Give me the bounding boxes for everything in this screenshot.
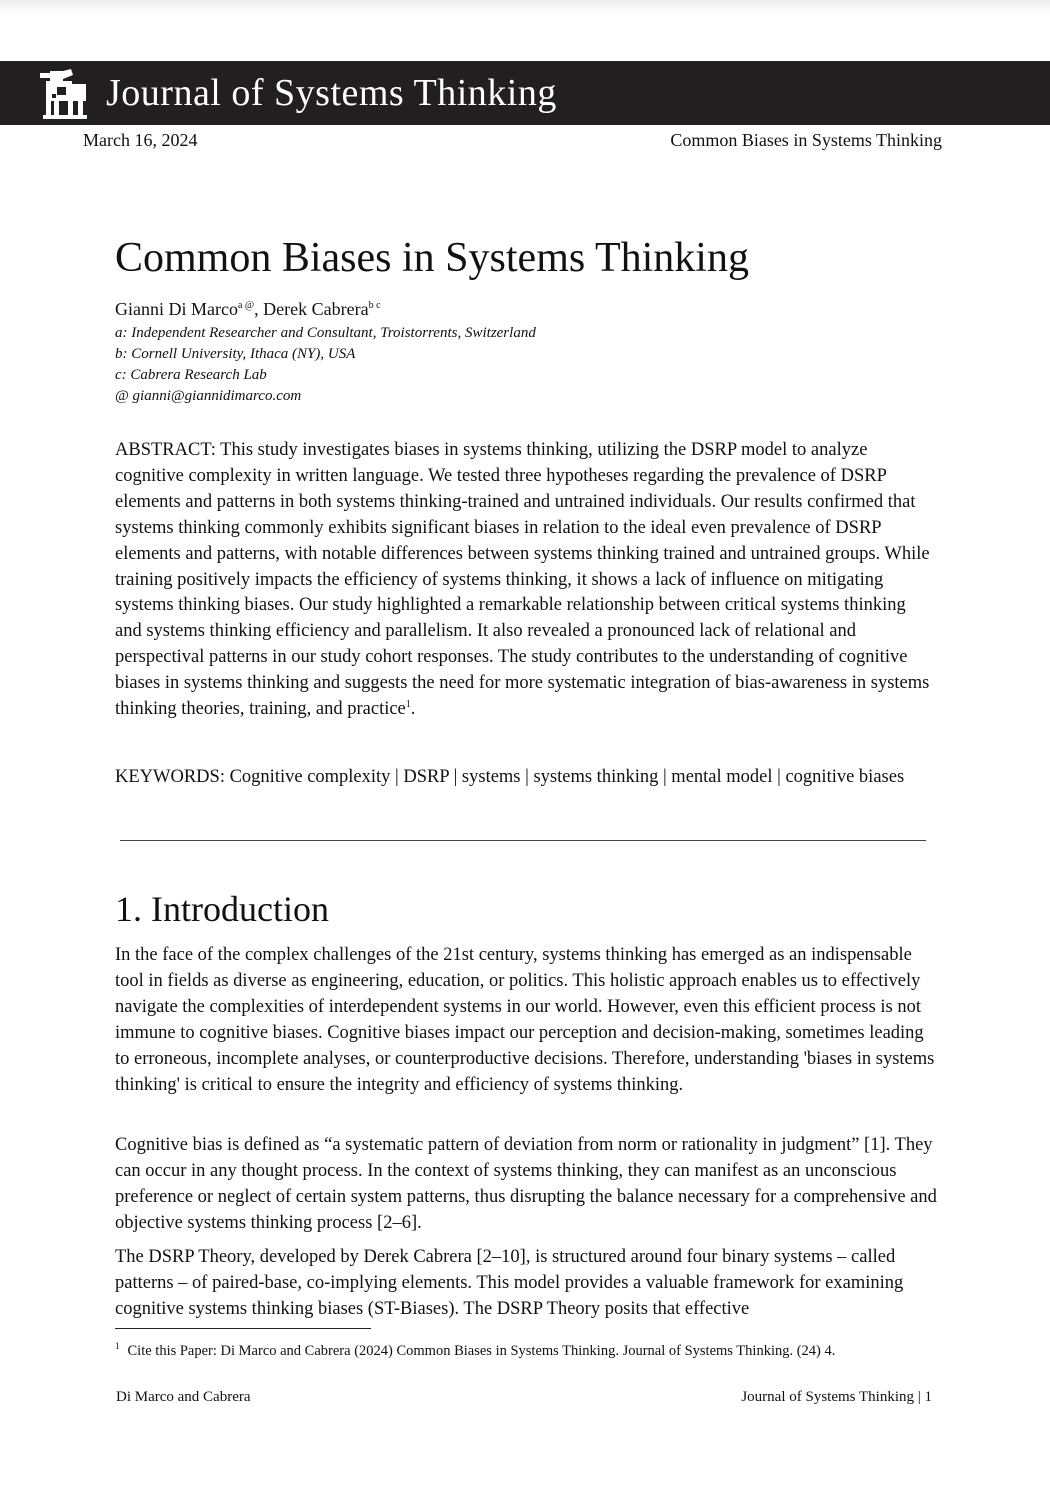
abstract-text: ABSTRACT: This study investigates biases in systems thinking, utilizing the DSRP model to analyze cognitive complexity in written language. We tested three hypotheses regarding the prevalence of DSRP elements and patterns in both systems thinking-trained and untrained individuals. Our results confirmed that systems thinking commonly exhibits significant biases in relation to the ideal even prevalence of DSRP elements and patterns, with notable differences between systems thinking trained and untrained groups. While training positively impacts the efficiency of systems thinking, it shows a lack of influence on mitigating systems thinking biases. Our study highlighted a remarkable relationship between critical systems thinking and systems thinking efficiency and parallelism. It also revealed a pronounced lack of relational and perspectival patterns in our study cohort responses. The study contributes to the understanding of cognitive biases in systems thinking and suggests the need for more systematic integration of bias-awareness in systems thinking theories, training, and practice xyxy=(115,440,930,720)
affiliations xyxy=(115,323,935,407)
intro-paragraph-2: Cognitive bias is defined as “a systematic pattern of deviation from norm or rationality in judgment” [1]. They can occur in any thought process. In the context of systems thinking, they can manifest as an unconscious preference or neglect of certain system patterns, thus disrupting the balance necessary for a comprehensive and objective systems thinking process [2–6]. xyxy=(115,1135,937,1233)
intro-paragraph-1: In the face of the complex challenges of the 21st century, systems thinking has emerged as an indispensable tool in fields as diverse as engineering, education, or politics. This holistic approach enables us to effectively navigate the complexities of interdependent systems in our world. However, even this efficient process is not immune to cognitive biases. Cognitive biases impact our perception and decision-making, sometimes leading to erroneous, incomplete analyses, or counterproductive decisions. Therefore, understanding 'biases in systems thinking' is critical to ensure the integrity and efficiency of systems thinking. xyxy=(115,945,935,1095)
abstract xyxy=(115,438,937,723)
affiliation-line: b: Cornell University, Ithaca (NY), USA xyxy=(115,346,356,362)
author-separator: , xyxy=(254,299,264,319)
author-marks: a @ xyxy=(237,300,255,311)
footnote xyxy=(115,1341,935,1361)
journal-title: Journal of Systems Thinking xyxy=(106,72,557,114)
contact-email: @ gianni@giannidimarco.com xyxy=(115,388,302,404)
footer-page-number: Journal of Systems Thinking | 1 xyxy=(741,1389,932,1405)
footnote-ref[interactable]: 1 xyxy=(405,699,411,711)
section-heading: 1. Introduction xyxy=(115,889,329,929)
intro-paragraph-3: The DSRP Theory, developed by Derek Cabrera [2–10], is structured around four binary systems – called patterns – of paired-base, co-implying elements. This model provides a valuable framework for examining cognitive systems thinking biases (ST-Biases). The DSRP Theory posits that effective xyxy=(115,1247,904,1319)
footer-authors: Di Marco and Cabrera xyxy=(116,1389,251,1405)
trojan-horse-icon xyxy=(34,67,94,121)
keywords: KEYWORDS: Cognitive complexity | DSRP | systems | systems thinking | mental model | cognitive biases xyxy=(115,767,905,787)
running-header-date: March 16, 2024 xyxy=(83,130,198,150)
paper-title: Common Biases in Systems Thinking xyxy=(115,235,749,281)
running-header-title: Common Biases in Systems Thinking xyxy=(670,130,942,150)
journal-banner xyxy=(0,61,1050,125)
footnote-rule xyxy=(115,1328,371,1329)
author-list xyxy=(115,297,935,321)
author-name: Gianni Di Marco xyxy=(115,299,238,319)
section-divider xyxy=(120,840,926,841)
top-shadow xyxy=(0,0,1050,14)
affiliation-line: a: Independent Researcher and Consultant, Troistorrents, Switzerland xyxy=(115,325,536,341)
footnote-text: Cite this Paper: Di Marco and Cabrera (2024) Common Biases in Systems Thinking. Journal of Systems Thinking. (24) 4. xyxy=(127,1343,836,1359)
footnote-mark: 1 xyxy=(115,1341,120,1351)
author-marks: b c xyxy=(368,300,381,311)
affiliation-line: c: Cabrera Research Lab xyxy=(115,367,267,383)
abstract-end: . xyxy=(410,699,416,720)
author-name: Derek Cabrera xyxy=(263,299,369,319)
